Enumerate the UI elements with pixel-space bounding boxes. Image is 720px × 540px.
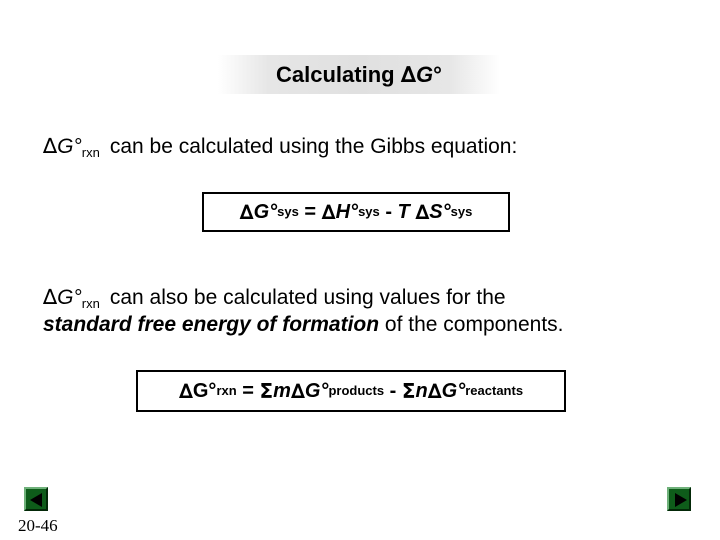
title-letter: G [416, 61, 434, 87]
title-prefix: Calculating [276, 61, 401, 87]
sigma-symbol: Σ [259, 379, 274, 403]
delta-symbol: ∆ [290, 379, 305, 403]
previous-slide-button[interactable] [24, 487, 48, 511]
title-degree: ° [433, 61, 442, 87]
previous-slide-icon [30, 493, 42, 507]
emphasis-text: standard free energy of formation [43, 313, 380, 336]
equals-sign: = [236, 379, 260, 402]
g-degree: G° [57, 135, 82, 158]
delta-symbol: ∆ [43, 285, 58, 309]
g-degree: G° [304, 379, 329, 402]
rxn-subscript: rxn [81, 145, 100, 160]
rxn-subscript: rxn [81, 296, 100, 311]
delta-symbol: ∆ [239, 200, 254, 224]
title-delta: ∆ [400, 62, 417, 88]
components-text: of the components. [379, 313, 564, 336]
minus-sign: - [379, 200, 398, 223]
h-degree: H° [335, 200, 359, 223]
temperature-symbol: T [397, 200, 410, 223]
n-coefficient: n [415, 379, 428, 402]
slide-title [276, 62, 442, 88]
g-degree: G° [253, 200, 278, 223]
next-slide-icon [675, 493, 687, 507]
intro-text: can be calculated using the Gibbs equation: [109, 135, 518, 158]
slide-number: 20-46 [18, 516, 58, 535]
intro-line [43, 134, 517, 159]
s-degree: S° [429, 200, 451, 223]
delta-symbol: ∆ [415, 200, 430, 224]
formation-equation-box: ∆ G° rxn = Σ m ∆ G° products - Σ n ∆ G° reactants [136, 370, 566, 412]
g-degree: G° [57, 286, 82, 309]
gibbs-equation-box: ∆ G° sys = ∆ H° sys - T ∆ S° sys [202, 192, 510, 232]
g-degree: G° [192, 379, 217, 402]
delta-symbol: ∆ [427, 379, 442, 403]
next-slide-button[interactable] [667, 487, 691, 511]
delta-symbol: ∆ [43, 134, 58, 158]
equals-sign: = [298, 200, 322, 223]
minus-sign: - [384, 379, 402, 402]
formation-text: can also be calculated using values for the [109, 286, 506, 309]
formation-line [43, 285, 506, 310]
m-coefficient: m [273, 379, 291, 402]
formation-line-continued [43, 313, 564, 337]
delta-symbol: ∆ [178, 379, 193, 403]
g-degree: G° [441, 379, 466, 402]
delta-symbol: ∆ [321, 200, 336, 224]
sigma-symbol: Σ [401, 379, 416, 403]
title-banner [218, 55, 500, 94]
